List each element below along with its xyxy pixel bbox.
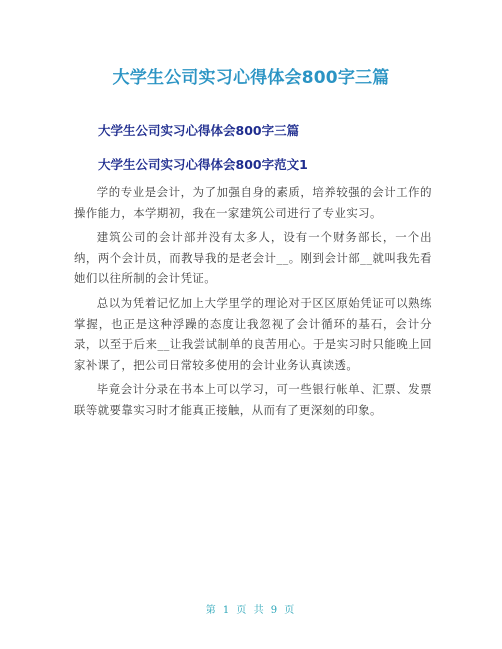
- document-title: 大学生公司实习心得体会800字三篇: [112, 68, 390, 88]
- section-heading: 大学生公司实习心得体会800字三篇: [98, 123, 300, 138]
- article-heading: 大学生公司实习心得体会800字范文1: [98, 157, 308, 172]
- paragraph: 总以为凭着记忆加上大学里学的理论对于区区原始凭证可以熟练掌握，也正是这种浮躁的态度让我忽视了会计循环的基石，会计分录，以至于后来__让我尝试制单的良苦用心。于是实习时只能晚上回家补课了，把公司日常较多使用的会计业务认真读透。: [74, 295, 432, 372]
- paragraph: 建筑公司的会计部并没有太多人，设有一个财务部长，一个出纳，两个会计员，而教导我的是老会计__。刚到会计部__就叫我先看她们以往所制的会计凭证。: [74, 230, 432, 286]
- page-number-footer: 第 1 页 共 9 页: [205, 605, 297, 616]
- article-body: [74, 182, 432, 425]
- paragraph: 学的专业是会计，为了加强自身的素质，培养较强的会计工作的操作能力，本学期初，我在一家建筑公司进行了专业实习。: [74, 185, 432, 220]
- paragraph: 毕竟会计分录在书本上可以学习，可一些银行帐单、汇票、发票联等就要靠实习时才能真正接触，从而有了更深刻的印象。: [74, 382, 432, 417]
